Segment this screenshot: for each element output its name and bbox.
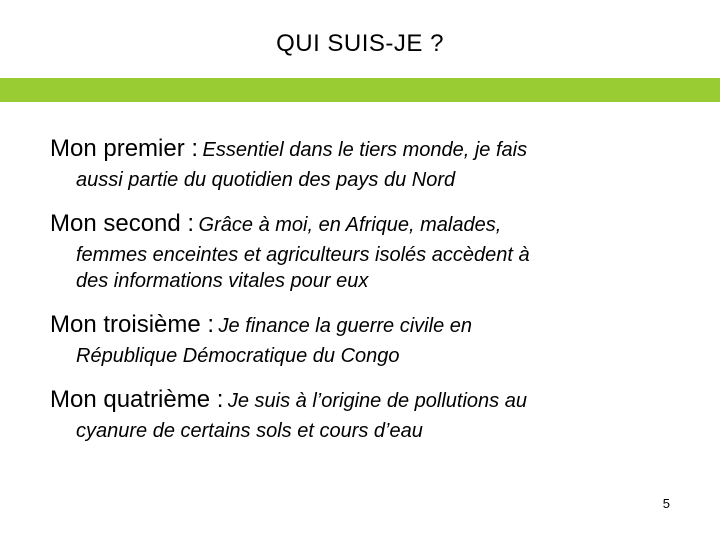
- riddle-item-second: [50, 209, 690, 294]
- riddle-item-troisieme: [50, 310, 690, 369]
- riddle-item-quatrieme: [50, 385, 690, 444]
- riddle-text: Je suis à l’origine de pollutions au: [227, 390, 527, 412]
- riddle-text-continued: République Démocratique du Congo: [76, 345, 400, 367]
- riddle-label: Mon troisième :: [50, 311, 215, 338]
- riddle-label: Mon quatrième :: [50, 386, 224, 413]
- riddle-text-continued: des informations vitales pour eux: [76, 270, 369, 292]
- riddle-text-continued: cyanure de certains sols et cours d’eau: [76, 420, 423, 442]
- riddle-item-premier: [50, 134, 690, 193]
- slide-title: QUI SUIS-JE ?: [276, 30, 444, 57]
- page-number: 5: [662, 496, 670, 511]
- riddle-label: Mon premier :: [50, 135, 199, 162]
- riddle-text: Je finance la guerre civile en: [218, 315, 472, 337]
- riddle-text-continued: femmes enceintes et agriculteurs isolés accèdent à: [76, 244, 530, 266]
- riddle-text: Essentiel dans le tiers monde, je fais: [202, 139, 528, 161]
- riddle-list: [50, 134, 690, 460]
- accent-bar: [0, 78, 720, 102]
- riddle-label: Mon second :: [50, 210, 195, 237]
- riddle-text-continued: aussi partie du quotidien des pays du Nord: [76, 169, 456, 191]
- riddle-text: Grâce à moi, en Afrique, malades,: [198, 214, 502, 236]
